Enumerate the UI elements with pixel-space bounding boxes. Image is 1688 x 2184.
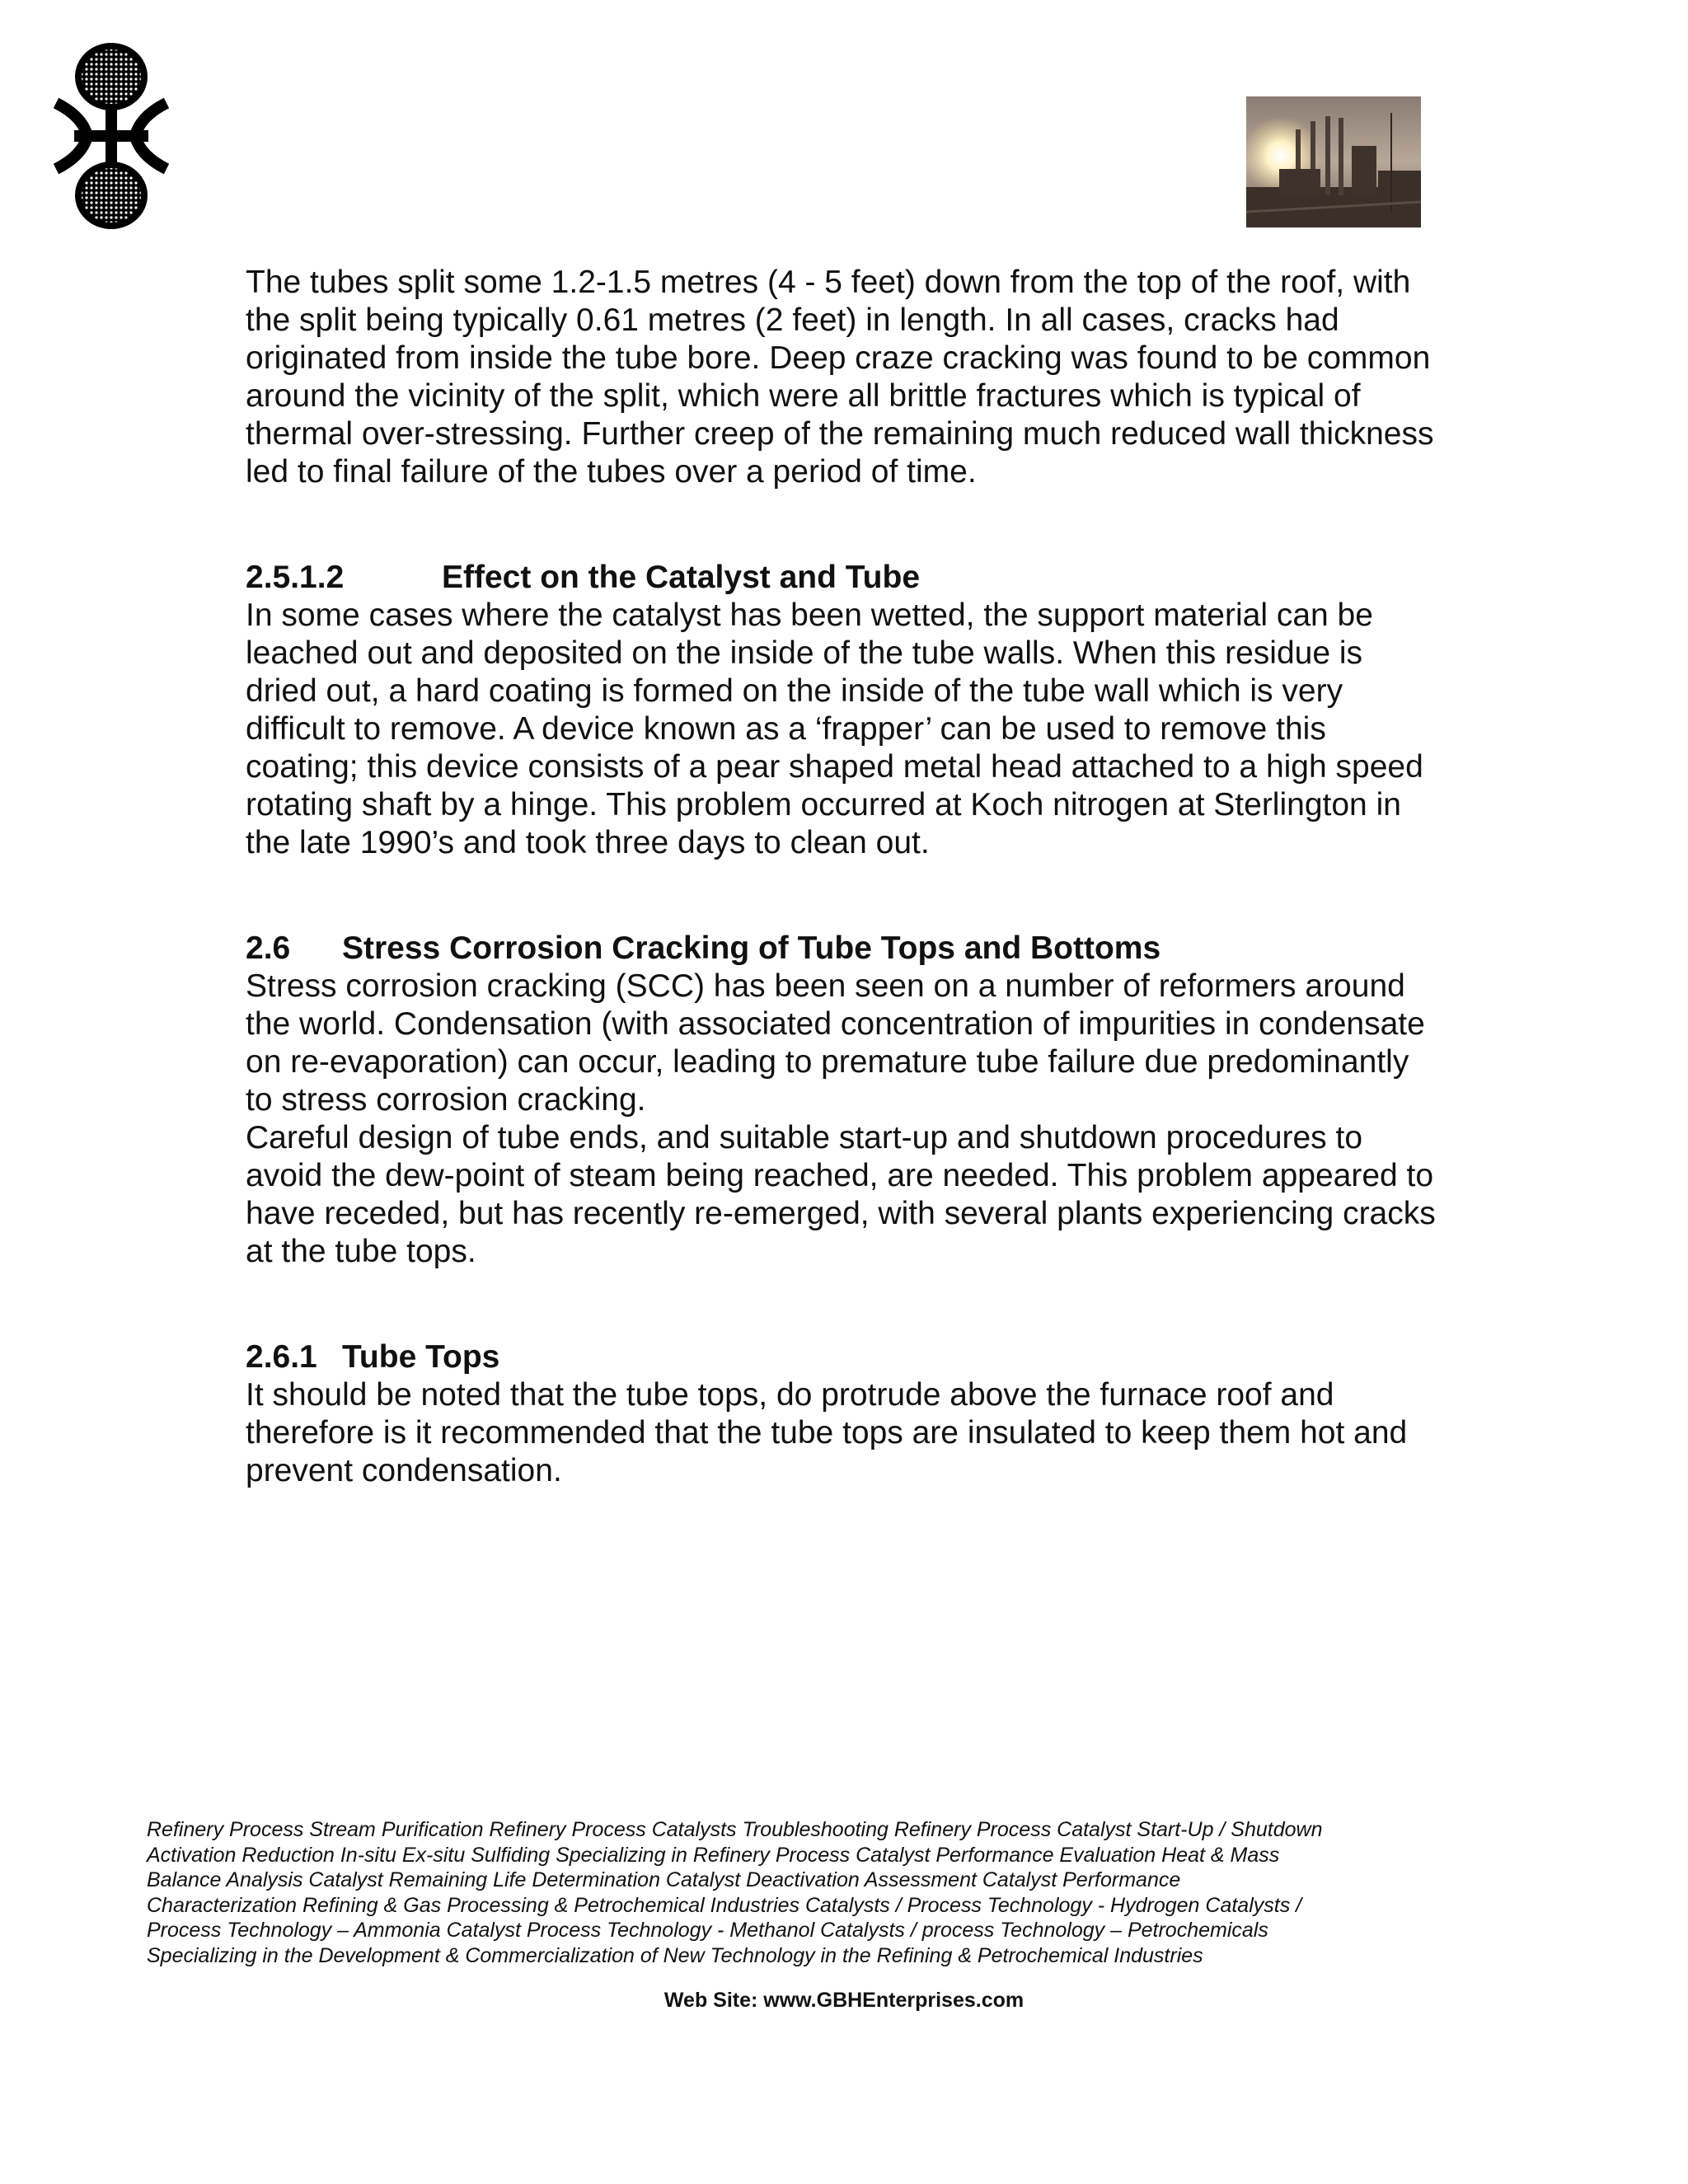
heading-title: Effect on the Catalyst and Tube — [442, 560, 921, 595]
footer-services-text: Refinery Process Stream Purification Refinery Process Catalysts Troubleshooting Refinery Process Catalyst Start-Up / Shutdown Activation Reduction In-situ Ex-situ Sulfiding Specializing in Refinery Process Catalyst Performance Evaluation Heat & Mass Balance Analysis Catalyst Remaining Life Determination Catalyst Deactivation Assessment Catalyst Performance Characterization Refining & Gas Processing & Petrochemical Industries Catalysts / Process Technology - Hydrogen Catalysts / Process Technology – Ammonia Catalyst Process Technology - Methanol Catalysts / process Technology – Petrochemicals Specializing in the Development & Commercialization of New Technology in the Refining & Petrochemical Industries — [147, 1818, 1323, 1967]
heading-number: 2.5.1.2 — [246, 560, 345, 595]
heading-2-6 — [246, 930, 1441, 968]
heading-2-6-1 — [246, 1338, 1441, 1376]
main-content — [246, 264, 1441, 1490]
company-logo-icon — [49, 37, 173, 235]
refinery-photo — [1246, 96, 1421, 227]
heading-number: 2.6.1 — [246, 1339, 317, 1375]
paragraph-catalyst-effect: In some cases where the catalyst has been wetted, the support material can be leached out and deposited on the inside of the tube walls. When this residue is dried out, a hard coating is formed on the inside of the tube wall which is very difficult to remove. A device known as a ‘frapper’ can be used to remove this coating; this device consists of a pear shaped metal head attached to a high speed rotating shaft by a hinge. This problem occurred at Koch nitrogen at Sterlington in the late 1990’s and took three days to clean out. — [246, 598, 1423, 860]
paragraph-tube-tops: It should be noted that the tube tops, do protrude above the furnace roof and therefore is it recommended that the tube tops are insulated to keep them hot and prevent condensation. — [246, 1377, 1408, 1488]
paragraph-tube-split: The tubes split some 1.2-1.5 metres (4 - 5 feet) down from the top of the roof, with the split being typically 0.61 metres (2 feet) in length. In all cases, cracks had originated from inside the tube bore. Deep craze cracking was found to be common around the vicinity of the split, which were all brittle fractures which is typical of thermal over-stressing. Further creep of the remaining much reduced wall thickness led to final failure of the tubes over a period of time. — [246, 265, 1434, 490]
heading-title: Tube Tops — [342, 1339, 500, 1375]
paragraph-scc: Stress corrosion cracking (SCC) has been seen on a number of reformers around the world. Condensation (with associated concentration of impurities in condensate on re-evaporation) can occur, leading to premature tube failure due predominantly to stress corrosion cracking. — [246, 968, 1425, 1118]
footer-website: Web Site: www.GBHEnterprises.com — [663, 1989, 1025, 2012]
heading-number: 2.6 — [246, 930, 291, 966]
heading-2-5-1-2 — [246, 559, 1441, 597]
heading-title: Stress Corrosion Cracking of Tube Tops and Bottoms — [342, 930, 1161, 966]
paragraph-tube-end-design: Careful design of tube ends, and suitable start-up and shutdown procedures to avoid the dew-point of steam being reached, are needed. This problem appeared to have receded, but has recently re-emerged, with several plants experiencing cracks at the tube tops. — [246, 1120, 1436, 1269]
